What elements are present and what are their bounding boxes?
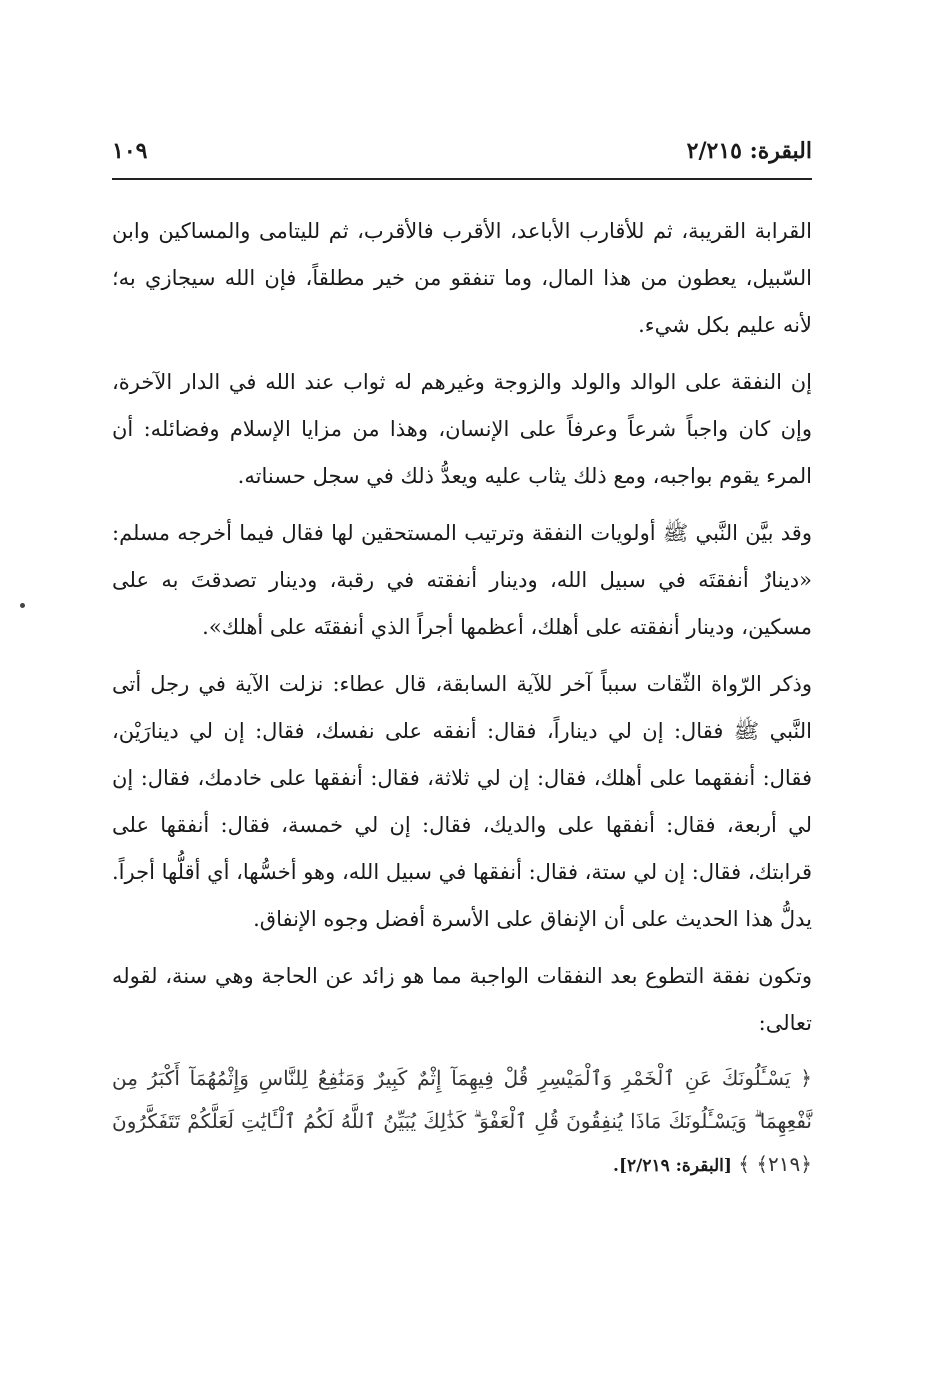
page-number: ١٠٩ [112,138,148,164]
paragraph-2: إن النفقة على الوالد والولد والزوجة وغيرهم له ثواب عند الله في الدار الآخرة، وإن كان واجباً شرعاً وعرفاً على الإنسان، وهذا من مزايا الإسلام وفضائله: أن المرء يقوم بواجبه، ومع ذلك يثاب عليه ويعدُّ ذلك في سجل حسناته. [112,370,812,488]
header-divider [112,178,812,180]
paragraph-3: وقد بيَّن النَّبي ﷺ أولويات النفقة وترتيب المستحقين لها فقال فيما أخرجه مسلم: «دينارٌ أنفقتَه في سبيل الله، ودينار أنفقته في رقبة، ودينار تصدقتَ به على مسكين، ودينار أنفقته على أهلك، أعظمها أجراً الذي أنفقتَه على أهلك». [112,521,812,639]
paragraph-4: وذكر الرّواة الثّقات سبباً آخر للآية السابقة، قال عطاء: نزلت الآية في رجل أتى النَّبي ﷺ فقال: إن لي ديناراً، فقال: أنفقه على نفسك، فقال: إن لي دينارَيْن، فقال: أنفقهما على أهلك، فقال: إن لي ثلاثة، فقال: أنفقها على خادمك، فقال: إن لي أربعة، فقال: أنفقها على والديك، فقال: إن لي خمسة، فقال: أنفقها على قرابتك، فقال: إن لي ستة، فقال: أنفقها في سبيل الله، وهو أخسُّها، أي أقلُّها أجراً. يدلُّ هذا الحديث على أن الإنفاق على الأسرة أفضل وجوه الإنفاق. [112,672,812,931]
page-header [112,138,812,178]
main-text [112,208,812,1188]
margin-mark [20,603,25,608]
paragraph-1: القرابة القريبة، ثم للأقارب الأباعد، الأقرب فالأقرب، ثم لليتامى والمساكين وابن السّبيل، يعطون من هذا المال، وما تنفقو من خير مطلقاً، فإن الله سيجازي به؛ لأنه عليم بكل شيء. [112,219,812,337]
quran-verse-block [112,1057,812,1188]
surah-reference: البقرة: ٢/٢١٥ [686,138,812,164]
paragraph-5: وتكون نفقة التطوع بعد النفقات الواجبة مما هو زائد عن الحاجة وهي سنة، لقوله تعالى: [112,964,812,1035]
quran-citation: [البقرة: ٢/٢١٩]. [613,1156,732,1176]
quran-verse: ﴿ يَسْـَٔلُونَكَ عَنِ ٱلْخَمْرِ وَٱلْمَيْسِرِ قُلْ فِيهِمَآ إِثْمٌ كَبِيرٌ وَمَنَٰفِعُ لِلنَّاسِ وَإِثْمُهُمَآ أَكْبَرُ مِن نَّفْعِهِمَا ۗ وَيَسْـَٔلُونَكَ مَاذَا يُنفِقُونَ قُلِ ٱلْعَفْوَ ۗ كَذَٰلِكَ يُبَيِّنُ ٱللَّهُ لَكُمُ ٱلْـَٔايَٰتِ لَعَلَّكُمْ تَتَفَكَّرُونَ ﴿٢١٩﴾ ﴾ [112,1066,812,1176]
